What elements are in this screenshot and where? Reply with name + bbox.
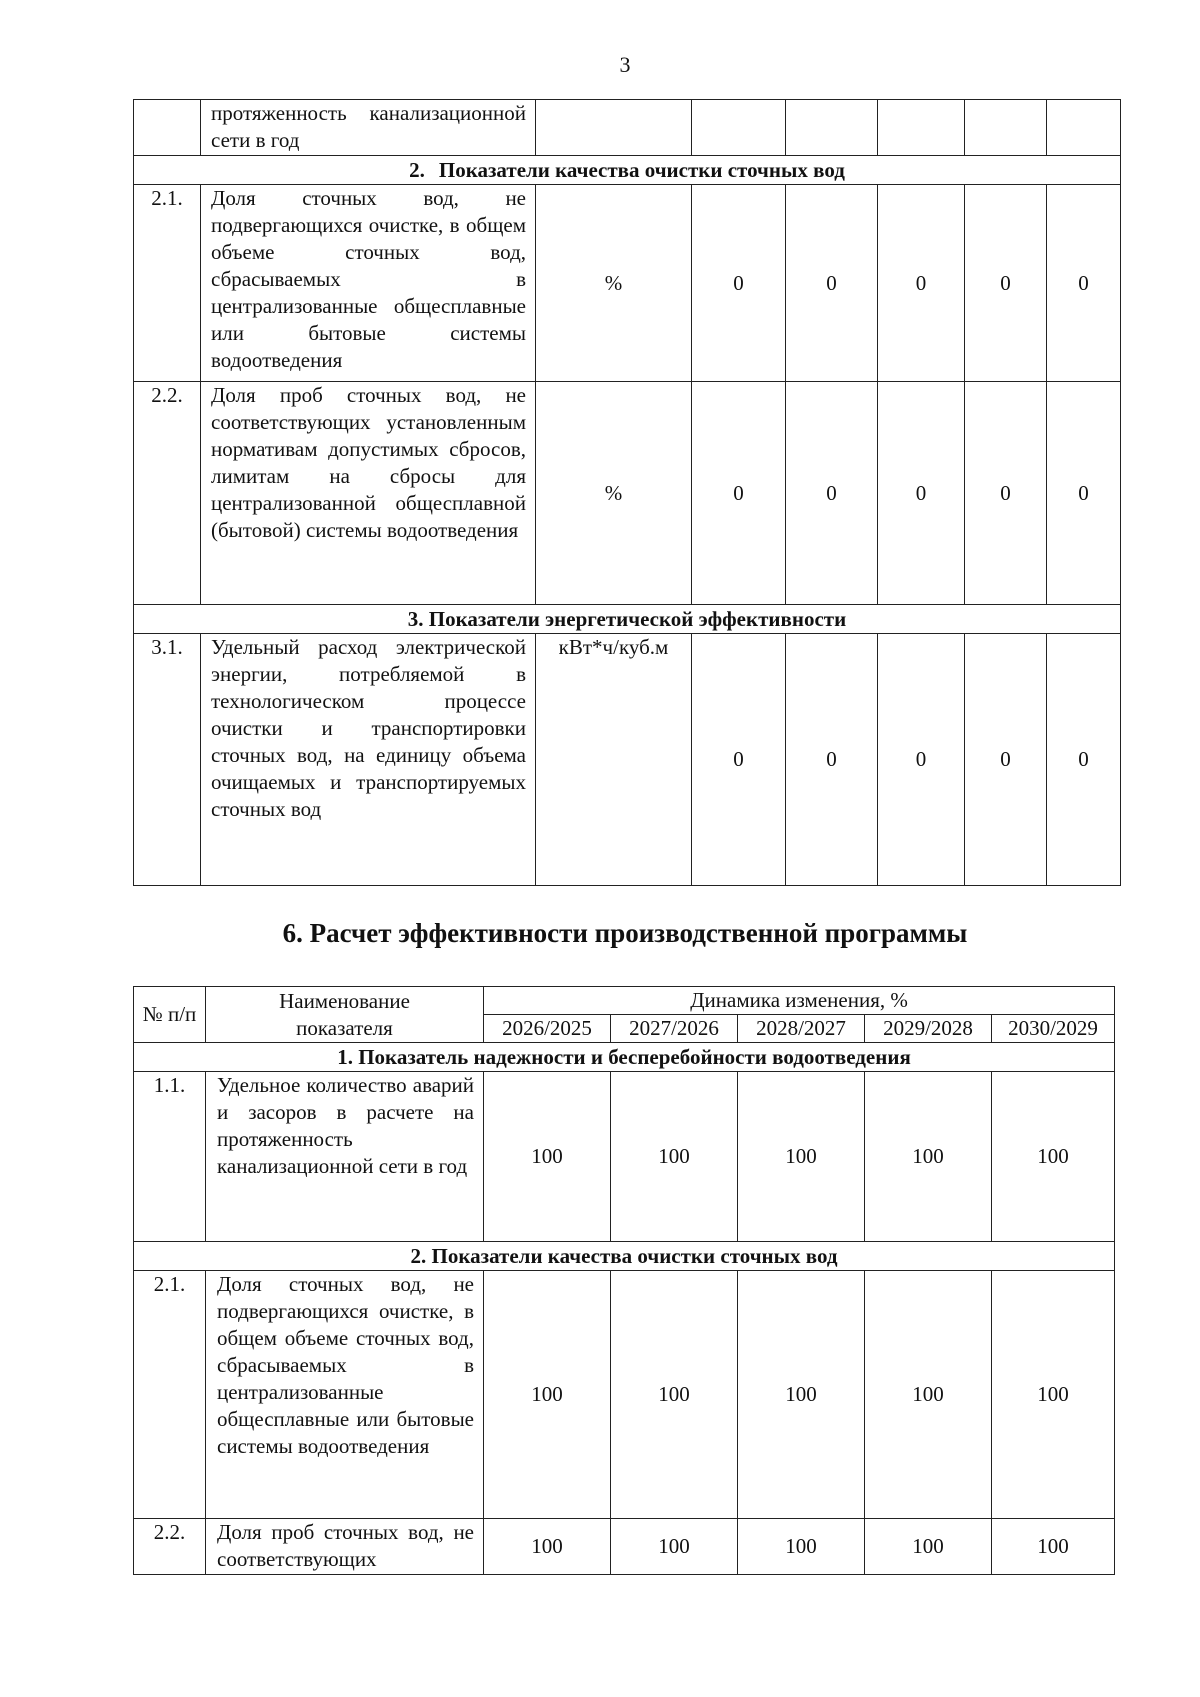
section-row xyxy=(134,156,1121,185)
value-cell xyxy=(965,100,1047,156)
value-cell xyxy=(878,100,965,156)
num-header: № п/п xyxy=(134,987,206,1043)
indicator-name: Доля проб сточных вод, не соответствующих установленным нормативам допустимых сбросов, лимитам на сбросы для централизованной общесплавной (бытовой) системы водоотведения xyxy=(201,382,536,605)
section-label: Показатели качества очистки сточных вод xyxy=(438,157,845,182)
value-cell: 0 xyxy=(965,185,1047,382)
indicators-table xyxy=(133,99,1121,886)
value-cell xyxy=(1047,100,1121,156)
table-row xyxy=(134,634,1121,886)
efficiency-table xyxy=(133,986,1115,1575)
value-cell: 0 xyxy=(1047,382,1121,605)
value-cell: 100 xyxy=(865,1271,992,1519)
section-title: 2. Показатели качества очистки сточных вод xyxy=(134,1242,1115,1271)
value-cell: 100 xyxy=(738,1271,865,1519)
value-cell: 100 xyxy=(484,1519,611,1575)
value-cell: 0 xyxy=(965,634,1047,886)
indicator-name: Доля сточных вод, не подвергающихся очистке, в общем объеме сточных вод, сбрасываемых в централизованные общесплавные или бытовые системы водоотведения xyxy=(201,185,536,382)
indicator-name: Доля сточных вод, не подвергающихся очистке, в общем объеме сточных вод, сбрасываемых в централизованные общесплавные или бытовые системы водоотведения xyxy=(206,1271,484,1519)
value-cell: 0 xyxy=(878,185,965,382)
indicator-name: протяженность канализационной сети в год xyxy=(201,100,536,156)
unit-cell xyxy=(536,100,692,156)
value-cell: 0 xyxy=(692,382,786,605)
row-number: 1.1. xyxy=(134,1072,206,1242)
value-cell: 0 xyxy=(1047,185,1121,382)
value-cell: 100 xyxy=(611,1519,738,1575)
section-row xyxy=(134,1242,1115,1271)
value-cell: 100 xyxy=(865,1072,992,1242)
dynamics-header: Динамика изменения, % xyxy=(484,987,1115,1015)
section-title: 3. Показатели энергетической эффективности xyxy=(134,605,1121,634)
value-cell: 100 xyxy=(865,1519,992,1575)
section-row xyxy=(134,1043,1115,1072)
value-cell: 100 xyxy=(484,1072,611,1242)
section-title xyxy=(134,156,1121,185)
year-header: 2026/2025 xyxy=(484,1015,611,1043)
value-cell: 0 xyxy=(786,185,878,382)
value-cell: 100 xyxy=(992,1072,1115,1242)
unit-cell: % xyxy=(536,382,692,605)
value-cell: 100 xyxy=(992,1271,1115,1519)
indicator-name: Удельное количество аварий и засоров в расчете на протяженность канализационной сети в год xyxy=(206,1072,484,1242)
row-number: 3.1. xyxy=(134,634,201,886)
name-header: Наименование показателя xyxy=(206,987,484,1043)
row-number: 2.1. xyxy=(134,1271,206,1519)
table-row xyxy=(134,100,1121,156)
row-number xyxy=(134,100,201,156)
table-row xyxy=(134,1072,1115,1242)
section-row xyxy=(134,605,1121,634)
value-cell: 0 xyxy=(692,185,786,382)
value-cell xyxy=(692,100,786,156)
page-number: 3 xyxy=(619,52,631,77)
unit-cell: кВт*ч/куб.м xyxy=(536,634,692,886)
indicator-name: Удельный расход электрической энергии, потребляемой в технологическом процессе очистки и транспортировки сточных вод, на единицу объема очищаемых и транспортируемых сточных вод xyxy=(201,634,536,886)
value-cell xyxy=(786,100,878,156)
year-header: 2029/2028 xyxy=(865,1015,992,1043)
table-row xyxy=(134,1271,1115,1519)
unit-cell: % xyxy=(536,185,692,382)
value-cell: 0 xyxy=(878,634,965,886)
section-title: 1. Показатель надежности и бесперебойности водоотведения xyxy=(134,1043,1115,1072)
header-row xyxy=(134,987,1115,1015)
row-number: 2.2. xyxy=(134,1519,206,1575)
value-cell: 100 xyxy=(738,1072,865,1242)
section-heading: 6. Расчет эффективности производственной программы xyxy=(282,918,968,948)
value-cell: 0 xyxy=(878,382,965,605)
value-cell: 0 xyxy=(786,382,878,605)
year-header: 2028/2027 xyxy=(738,1015,865,1043)
table-row xyxy=(134,382,1121,605)
row-number: 2.2. xyxy=(134,382,201,605)
value-cell: 100 xyxy=(611,1072,738,1242)
value-cell: 0 xyxy=(786,634,878,886)
indicator-name: Доля проб сточных вод, не соответствующих xyxy=(206,1519,484,1575)
table-row xyxy=(134,1519,1115,1575)
value-cell: 0 xyxy=(692,634,786,886)
value-cell: 100 xyxy=(611,1271,738,1519)
value-cell: 0 xyxy=(1047,634,1121,886)
value-cell: 100 xyxy=(484,1271,611,1519)
value-cell: 100 xyxy=(738,1519,865,1575)
year-header: 2027/2026 xyxy=(611,1015,738,1043)
row-number: 2.1. xyxy=(134,185,201,382)
year-header: 2030/2029 xyxy=(992,1015,1115,1043)
section-number: 2. xyxy=(409,157,425,182)
value-cell: 0 xyxy=(965,382,1047,605)
table-row xyxy=(134,185,1121,382)
value-cell: 100 xyxy=(992,1519,1115,1575)
